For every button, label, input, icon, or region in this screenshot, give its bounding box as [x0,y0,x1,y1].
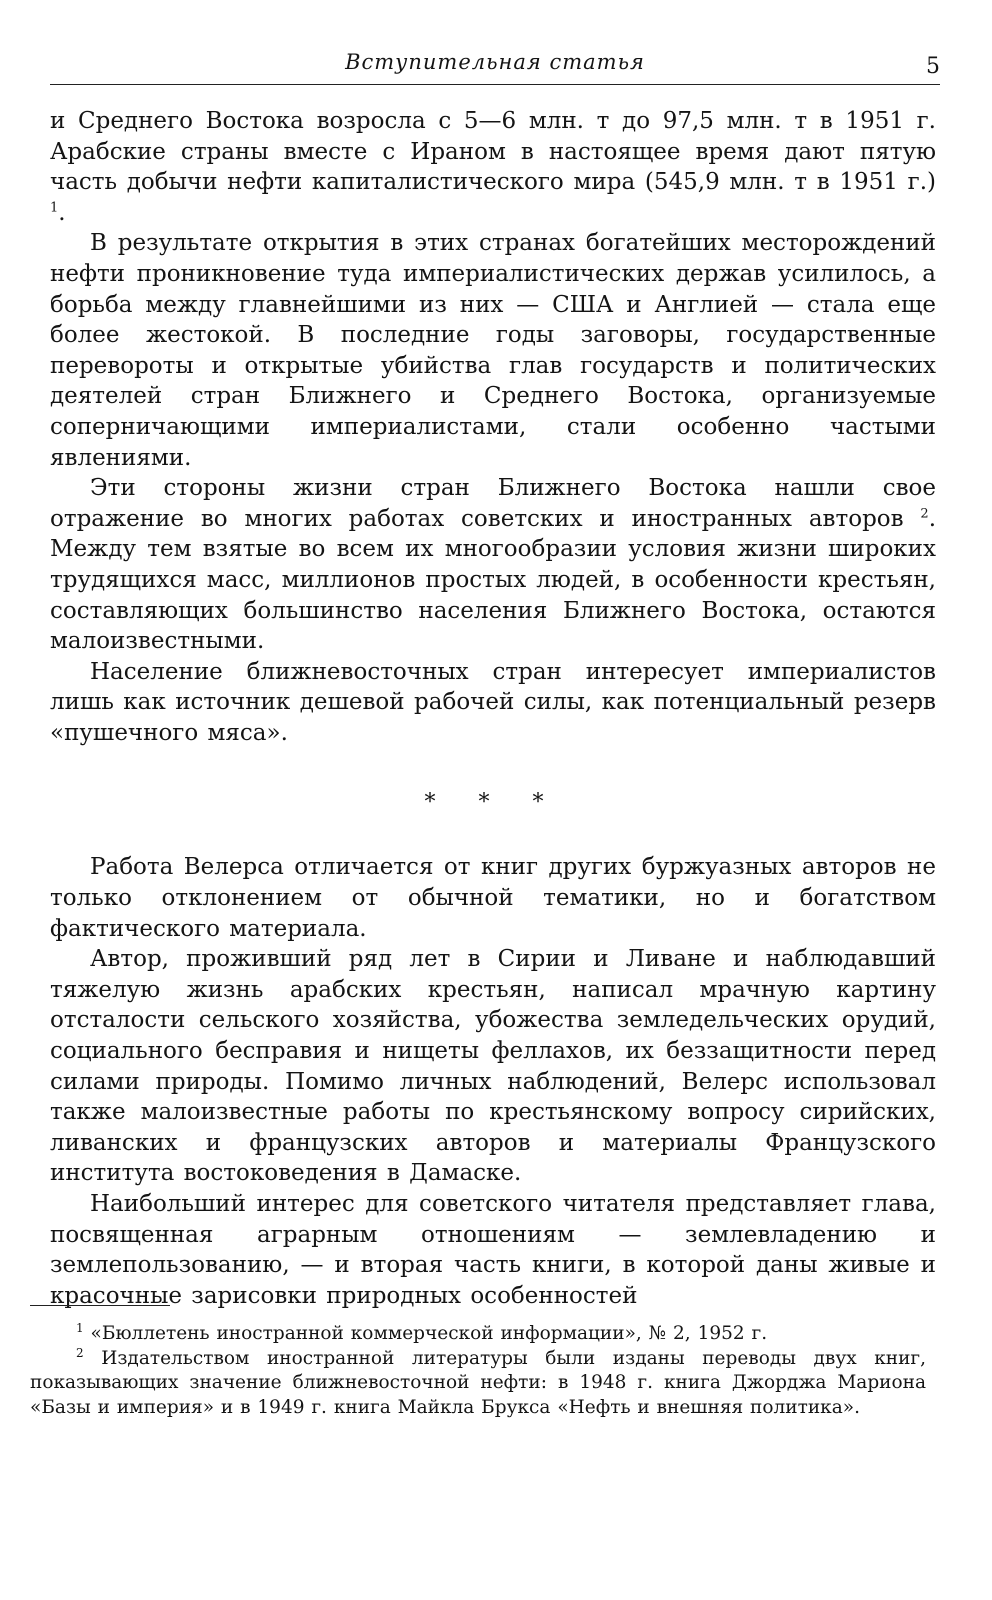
paragraph-1-text: и Среднего Востока возросла с 5—6 млн. т до 97,5 млн. т в 1951 г. Арабские страны вместе с Ираном в настоящее время дают пятую часть добычи нефти капиталистического мира (545,9 млн. т в 1951 г.) [50,108,936,196]
footnote-1-text: «Бюллетень иностранной коммерческой информации», № 2, 1952 г. [90,1323,768,1344]
body-text [50,106,936,1311]
footnote-2-text: Издательством иностранной литературы были изданы переводы двух книг, показывающих значение ближневосточной нефти: в 1948 г. книга Джорджа Мариона «Базы и империя» и в 1949 г. книга Майкла Брукса «Нефть и внешняя политика». [30,1347,926,1418]
footnote-ref-1: 1 [50,200,59,216]
footnote-2 [30,1347,926,1421]
footnote-divider [30,1305,170,1306]
footnote-1-mark: 1 [76,1320,84,1335]
paragraph-3-rest: . Между тем взятые во всем их многообразии условия жизни широких трудящихся масс, миллионов простых людей, в особенности крестьян, составляющих большинство населения Ближнего Востока, остаются малоизвестными. [50,505,936,655]
paragraph-4: Население ближневосточных стран интересует империалистов лишь как источник дешевой рабочей силы, как потенциальный резерв «пушечного мяса». [50,658,936,746]
paragraph-2: В результате открытия в этих странах богатейших месторождений нефти проникновение туда империалистических держав усилилось, а борьба между главнейшими из них — США и Англией — стала еще более жестокой. В последние годы заговоры, государственные перевороты и открытые убийства глав государств и политических деятелей стран Ближнего и Среднего Востока, организуемые соперничающими империалистами, стали особенно частыми явлениями. [50,230,936,471]
footnote-2-mark: 2 [76,1345,84,1360]
footnotes [30,1322,926,1420]
paragraph-7: Наибольший интерес для советского читателя представляет глава, посвященная аграрным отношениям — землевладению и землепользованию, — и вторая часть книги, в которой даны живые и красочные зарисовки природных особенностей [50,1191,936,1309]
paragraph-1 [50,106,936,228]
paragraph-5: Работа Велерса отличается от книг других буржуазных авторов не только отклонением от обычной тематики, но и богатством фактического материала. [50,854,936,942]
paragraph-3 [50,473,936,657]
paragraph-6: Автор, проживший ряд лет в Сирии и Ливане и наблюдавший тяжелую жизнь арабских крестьян, написал мрачную картину отсталости сельского хозяйства, убожества земледельческих орудий, социального бесправия и нищеты феллахов, их беззащитности перед силами природы. Помимо личных наблюдений, Велерс использовал также малоизвестные работы по крестьянскому вопросу сирийских, ливанских и французских авторов и материалы Французского института востоковедения в Дамаске. [50,946,936,1187]
paragraph-1-end: . [58,199,66,226]
footnote-ref-2: 2 [920,506,929,522]
running-title: Вступительная статья [345,50,645,74]
page-number: 5 [926,54,940,79]
paragraph-3-start: Эти стороны жизни стран Ближнего Востока нашли свое отражение во многих работах советских и иностранных авторов [50,475,936,532]
section-separator: * * * [424,790,562,816]
footnote-1 [30,1322,926,1347]
running-header [50,48,940,85]
